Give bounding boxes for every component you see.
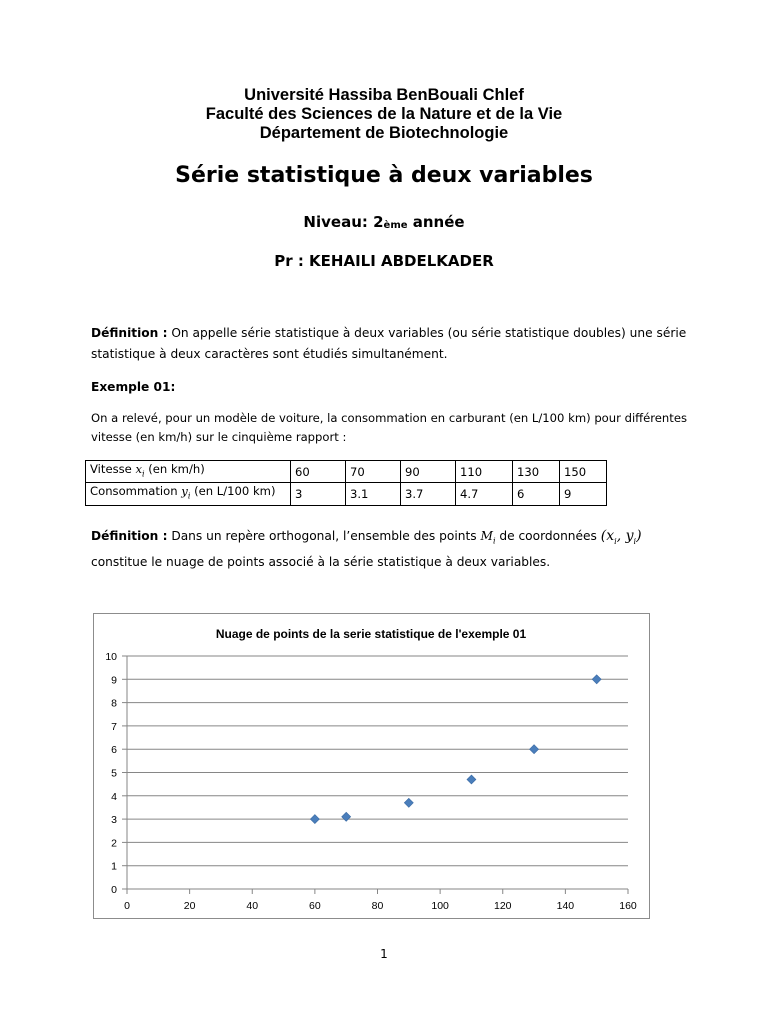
x-tick-label: 120 <box>493 900 512 912</box>
scatter-chart <box>93 613 650 919</box>
variable-x <box>135 462 145 479</box>
example-text: On a relevé, pour un modèle de voiture, la consommation en carburant (en L/100 km) pour différentes vitesse (en km/h) sur le cinquième rapport : <box>91 411 687 444</box>
document-title: Série statistique à deux variables <box>175 163 593 188</box>
x-tick-label: 140 <box>556 900 575 912</box>
definition-1-text: On appelle série statistique à deux variables (ou série statistique doubles) une série statistique à deux caractères sont étudiés simultanément. <box>91 326 687 361</box>
coord-open: (x <box>600 528 615 544</box>
definition-2-text-c: constitue le nuage de points associé à la série statistique à deux variables. <box>91 554 551 569</box>
y-tick-label: 9 <box>111 674 117 687</box>
example-label: Exemple 01: <box>91 380 176 394</box>
x-tick-label: 60 <box>309 900 321 912</box>
definition-2-text-a: Dans un repère orthogonal, l’ensemble des points <box>167 529 481 543</box>
level-line <box>0 211 768 237</box>
var-symbol: x <box>135 462 143 476</box>
y-tick-label: 7 <box>111 720 117 733</box>
page-number: 1 <box>380 947 388 961</box>
table-cell: 9 <box>560 483 607 505</box>
definition-2 <box>91 526 691 573</box>
point-symbol <box>480 529 496 546</box>
x-tick-label: 160 <box>619 900 637 912</box>
table-cell: 110 <box>456 461 513 483</box>
table-row <box>86 483 607 505</box>
table-cell: 60 <box>291 461 346 483</box>
y-tick-label: 10 <box>105 651 117 663</box>
university-header <box>0 86 768 143</box>
table-row-label <box>86 483 291 505</box>
var-symbol: y <box>181 484 188 499</box>
chart-title: Nuage de points de la serie statistique de l'exemple 01 <box>215 627 527 641</box>
x-tick-label: 80 <box>371 900 384 912</box>
table-cell: 6 <box>513 483 560 505</box>
level-sup: ème <box>383 220 408 231</box>
row-label-text: Vitesse <box>90 462 136 476</box>
table-cell: 150 <box>560 461 607 483</box>
y-tick-label: 4 <box>111 790 117 803</box>
example-heading <box>91 377 691 398</box>
y-tick-label: 6 <box>111 744 117 757</box>
table-cell: 130 <box>513 461 560 483</box>
definition-2-text-b: de coordonnées <box>495 529 601 543</box>
point-var: M <box>480 529 493 543</box>
definition-2-label: Définition : <box>91 529 168 543</box>
data-table <box>85 460 607 506</box>
x-tick-label: 40 <box>246 900 259 912</box>
chart-y-axis <box>105 651 127 896</box>
point-sub: i <box>492 536 496 546</box>
row-unit-text: (en km/h) <box>144 462 205 476</box>
table-row <box>86 461 607 483</box>
x-tick-label: 100 <box>431 900 449 912</box>
table-cell: 3 <box>291 483 346 505</box>
coord-sub-1: i <box>614 536 617 546</box>
table-row-label <box>86 461 291 483</box>
chart-x-axis <box>124 889 637 912</box>
data-point <box>404 798 413 807</box>
table-cell: 90 <box>401 461 456 483</box>
chart-svg <box>94 614 649 918</box>
y-tick-label: 1 <box>111 860 117 873</box>
chart-gridlines <box>127 656 628 889</box>
y-tick-label: 5 <box>111 767 117 780</box>
coordinates-symbol <box>601 528 642 544</box>
data-point <box>530 745 539 754</box>
header-university: Université Hassiba BenBouali Chlef <box>244 86 524 104</box>
level-prefix: Niveau: 2 <box>303 213 384 231</box>
data-point <box>467 775 476 784</box>
row-unit-text: (en L/100 km) <box>190 484 276 499</box>
coord-close: ) <box>636 528 642 544</box>
y-tick-label: 8 <box>111 697 117 710</box>
table-cell: 3.7 <box>401 483 456 505</box>
row-label-text: Consommation <box>90 484 182 499</box>
x-tick-label: 20 <box>183 900 196 912</box>
data-point <box>310 815 319 824</box>
y-tick-label: 3 <box>111 814 117 827</box>
header-faculty: Faculté des Sciences de la Nature et de la Vie <box>205 105 563 123</box>
level-suffix: année <box>407 213 465 231</box>
var-subscript: i <box>187 491 191 501</box>
table-cell: 70 <box>346 461 401 483</box>
coord-sub-2: i <box>633 536 637 546</box>
table-cell: 3.1 <box>346 483 401 505</box>
x-tick-label: 0 <box>124 900 130 912</box>
data-point <box>592 675 601 684</box>
table-cell: 4.7 <box>456 483 513 505</box>
data-point <box>342 812 351 821</box>
author-line: Pr : KEHAILI ABDELKADER <box>274 252 494 270</box>
y-tick-label: 2 <box>111 837 117 850</box>
coord-mid: , y <box>616 528 634 544</box>
definition-1-label: Définition : <box>91 326 168 340</box>
y-tick-label: 0 <box>111 884 117 896</box>
definition-1 <box>91 323 691 365</box>
var-subscript: i <box>142 469 145 479</box>
header-department: Département de Biotechnologie <box>259 124 509 142</box>
